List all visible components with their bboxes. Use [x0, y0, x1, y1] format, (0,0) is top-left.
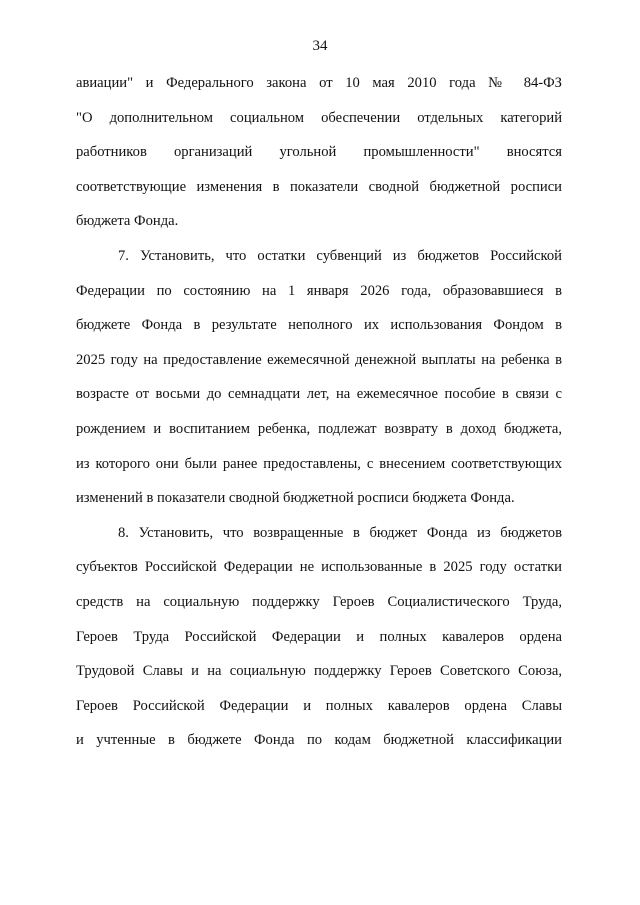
text-line: Героев Российской Федерации и полных кавалеров ордена Славы	[76, 697, 562, 714]
text-line: и учтенные в бюджете Фонда по кодам бюджетной классификации	[76, 732, 562, 749]
text-line: средств на социальную поддержку Героев Социалистического Труда,	[76, 593, 562, 610]
text-line: работников организаций угольной промышленности" вносятся	[76, 144, 562, 161]
text-line: соответствующие изменения в показатели сводной бюджетной росписи	[76, 178, 562, 195]
page-number: 34	[312, 38, 328, 54]
text-line: изменений в показатели сводной бюджетной росписи бюджета Фонда.	[76, 490, 515, 507]
text-line: 8. Установить, что возвращенные в бюджет Фонда из бюджетов	[118, 524, 562, 541]
paragraph-item-7	[76, 239, 562, 516]
text-line: авиации" и Федерального закона от 10 мая 2010 года № 84-ФЗ	[76, 75, 562, 91]
text-line: субъектов Российской Федерации не использованные в 2025 году остатки	[76, 559, 562, 576]
text-line: бюджете Фонда в результате неполного их использования Фондом в	[76, 317, 562, 334]
text-line: из которого они были ранее предоставлены, с внесением соответствующих	[76, 455, 562, 472]
text-line: Трудовой Славы и на социальную поддержку Героев Советского Союза,	[76, 663, 562, 680]
paragraph-item-8	[76, 516, 562, 758]
text-line: 7. Установить, что остатки субвенций из бюджетов Российской	[118, 247, 562, 264]
text-line: "О дополнительном социальном обеспечении отдельных категорий	[76, 109, 562, 126]
paragraph-continuation	[76, 66, 562, 239]
text-line: Героев Труда Российской Федерации и полных кавалеров ордена	[76, 628, 562, 645]
text-line: рождением и воспитанием ребенка, подлежат возврату в доход бюджета,	[76, 420, 562, 437]
text-line: 2025 году на предоставление ежемесячной денежной выплаты на ребенка в	[76, 351, 562, 368]
text-line: возрасте от восьми до семнадцати лет, на ежемесячное пособие в связи с	[76, 386, 562, 403]
text-line: Федерации по состоянию на 1 января 2026 года, образовавшиеся в	[76, 282, 562, 299]
document-body	[76, 66, 562, 758]
text-line: бюджета Фонда.	[76, 213, 179, 230]
